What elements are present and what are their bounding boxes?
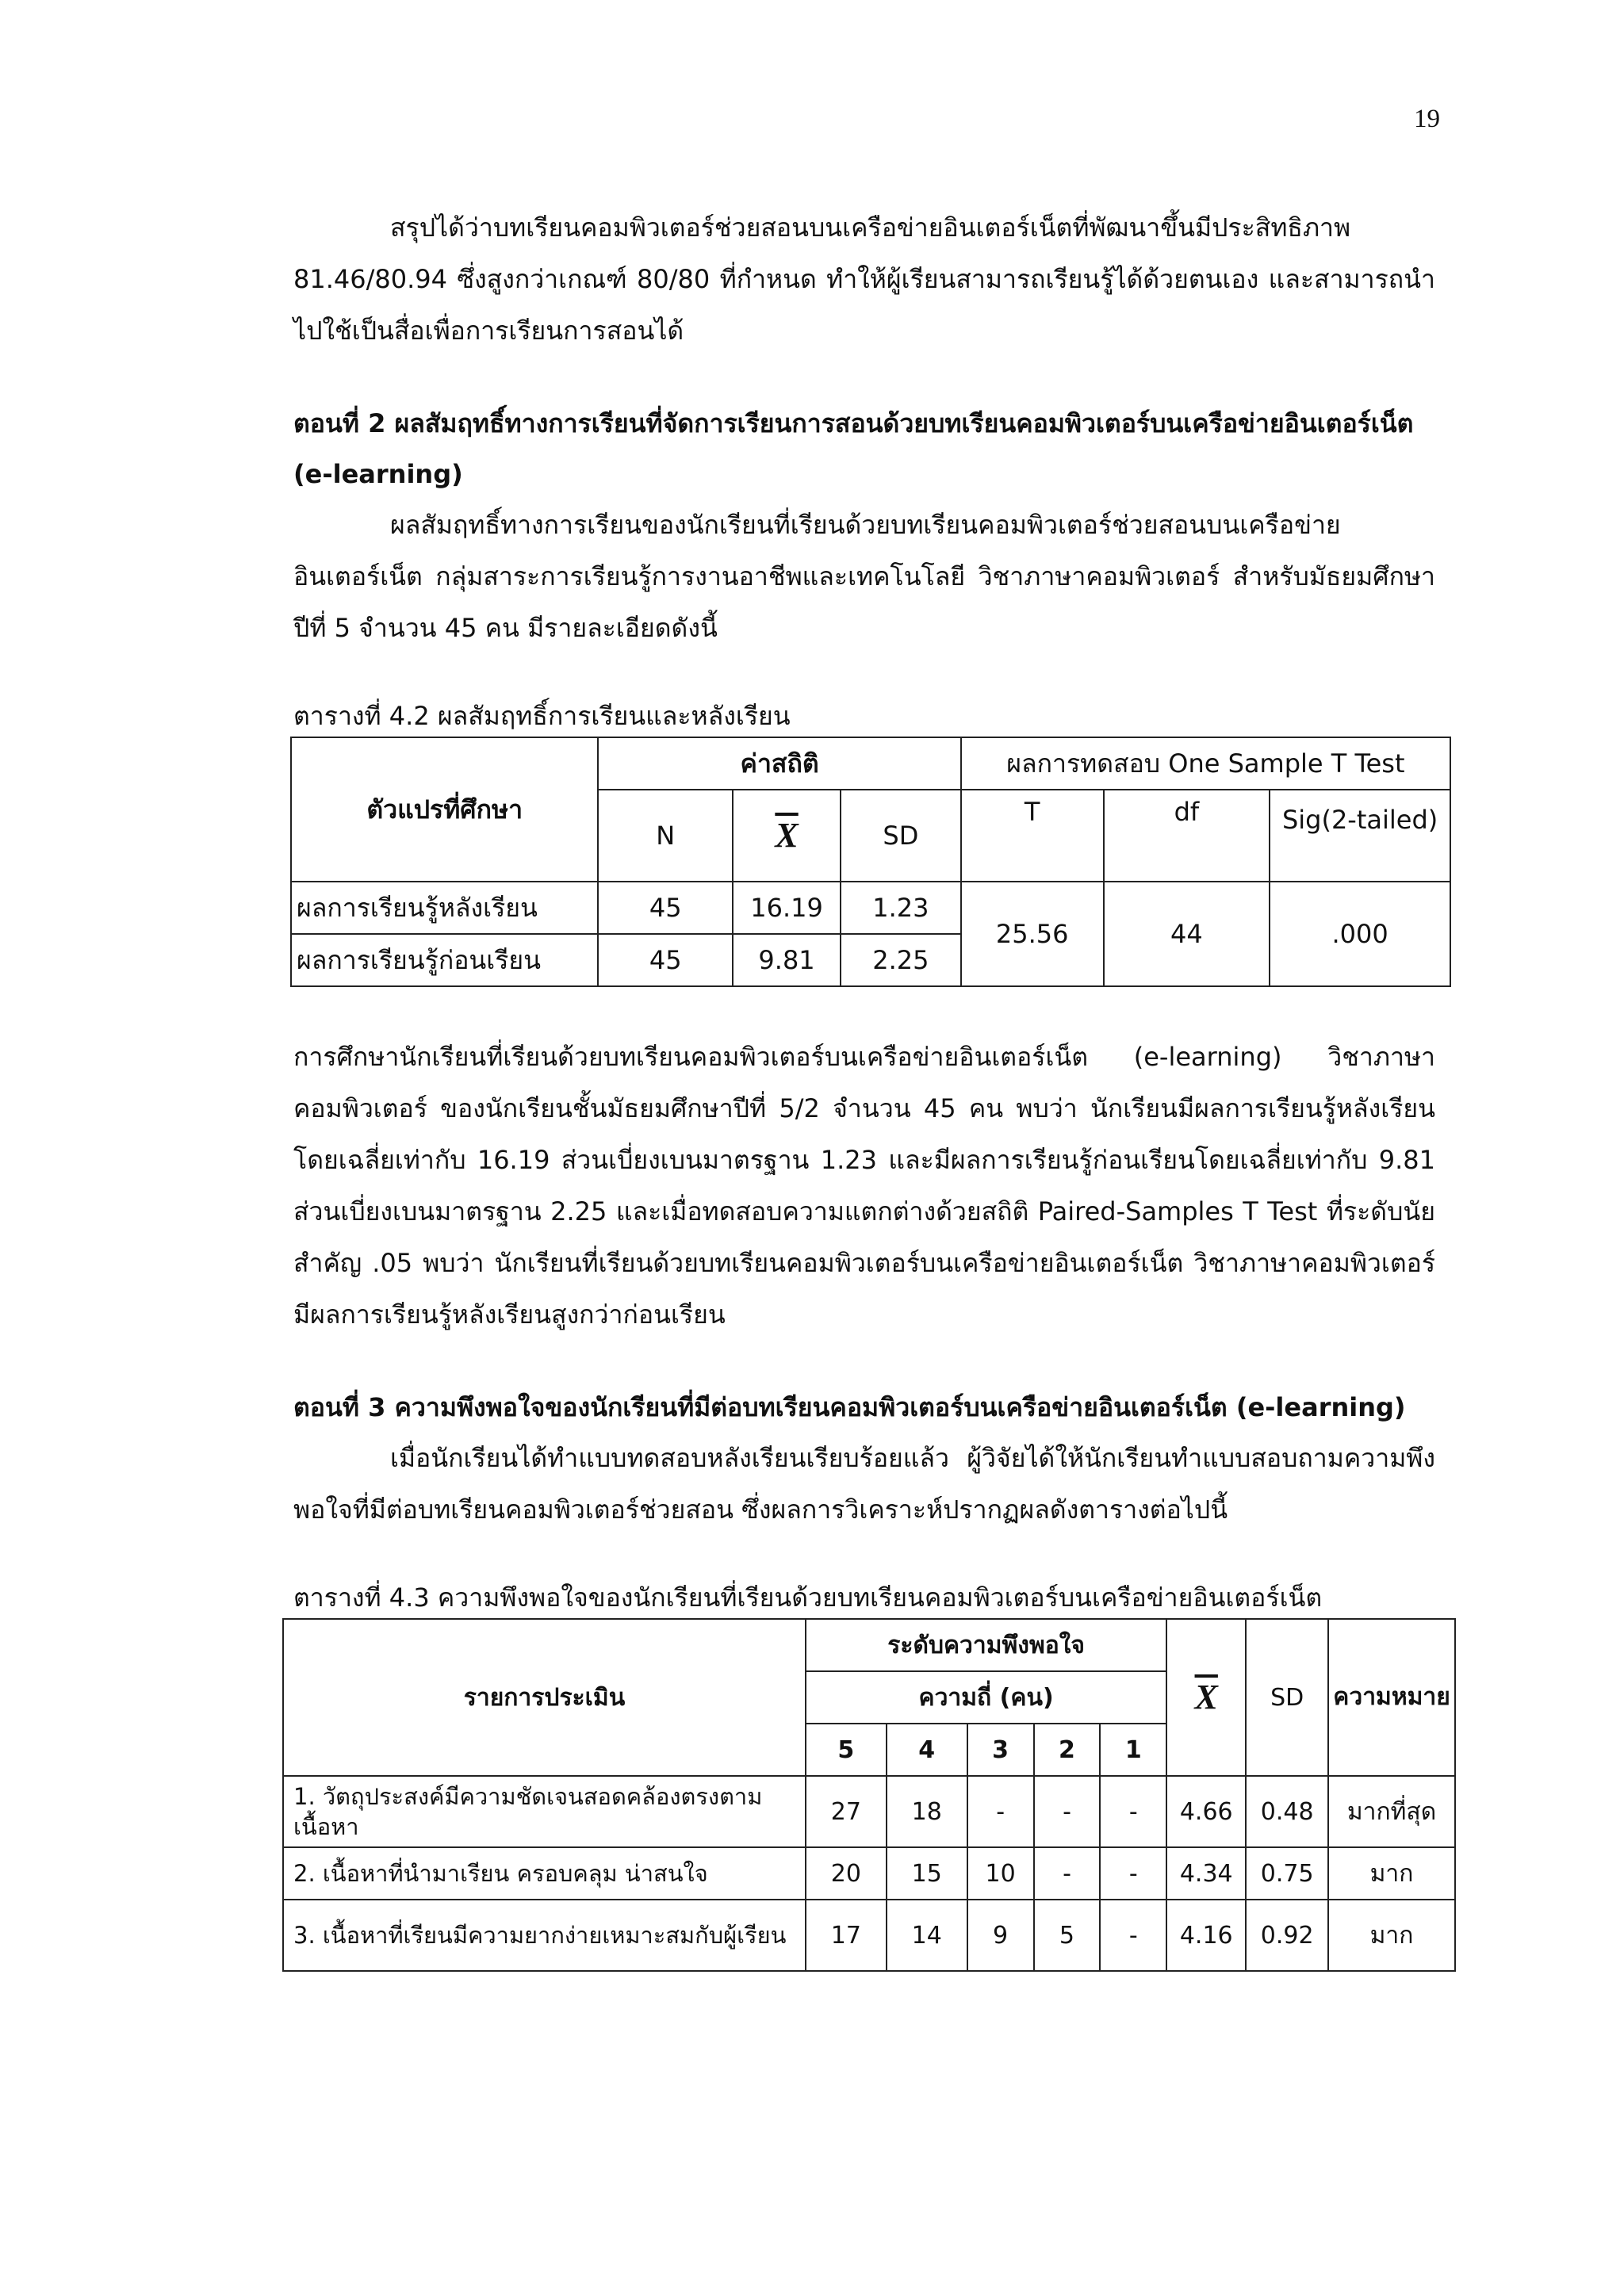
header-level: ระดับความพึงพอใจ	[806, 1619, 1166, 1671]
cell-sig: .000	[1270, 882, 1450, 986]
section-heading-part-3: ตอนที่ 3 ความพึงพอใจของนักเรียนที่มีต่อบทเรียนคอมพิวเตอร์บนเครือข่ายอินเตอร์เน็ต (e-learning)	[293, 1392, 1406, 1422]
header-item: รายการประเมิน	[283, 1619, 806, 1776]
freq-5: 17	[806, 1900, 887, 1971]
table-caption: ตารางที่ 4.3 ความพึงพอใจของนักเรียนที่เรียนด้วยบทเรียนคอมพิวเตอร์บนเครือข่ายอินเตอร์เน็ต	[293, 1582, 1323, 1613]
col-df: df	[1104, 790, 1270, 882]
analysis-paragraph: การศึกษานักเรียนที่เรียนด้วยบทเรียนคอมพิวเตอร์บนเครือข่ายอินเตอร์เน็ต (e-learning) วิชาภาษาคอมพิวเตอร์ ของนักเรียนชั้นมัธยมศึกษาปีที่ 5/2 จำนวน 45 คน พบว่า นักเรียนมีผลการเรียนรู้หลังเรียนโดยเฉลี่ยเท่ากับ 16.19 ส่วนเบี่ยงเบนมาตรฐาน 1.23 และมีผลการเรียนรู้ก่อนเรียนโดยเฉลี่ยเท่ากับ 9.81 ส่วนเบี่ยงเบนมาตรฐาน 2.25 และเมื่อทดสอบความแตกต่างด้วยสถิติ Paired-Samples T Test ที่ระดับนัยสำคัญ .05 พบว่า นักเรียนที่เรียนด้วยบทเรียนคอมพิวเตอร์บนเครือข่ายอินเตอร์เน็ต วิชาภาษาคอมพิวเตอร์ มีผลการเรียนรู้หลังเรียนสูงกว่าก่อนเรียน	[293, 1042, 1435, 1330]
row-label: ผลการเรียนรู้ก่อนเรียน	[291, 934, 598, 986]
cell-mean: 4.66	[1166, 1776, 1246, 1847]
freq-4: 18	[887, 1776, 967, 1847]
table-row	[283, 1847, 1455, 1900]
freq-2: -	[1034, 1776, 1101, 1847]
level-5: 5	[806, 1724, 887, 1776]
cell-mean: 9.81	[733, 934, 841, 986]
freq-3: -	[967, 1776, 1034, 1847]
summary-paragraph: สรุปได้ว่าบทเรียนคอมพิวเตอร์ช่วยสอนบนเครือข่ายอินเตอร์เน็ตที่พัฒนาขึ้นมีประสิทธิภาพ 81.46/80.94 ซึ่งสูงกว่าเกณฑ์ 80/80 ที่กำหนด ทำให้ผู้เรียนสามารถเรียนรู้ได้ด้วยตนเอง และสามารถนำไปใช้เป็นสื่อเพื่อการเรียนการสอนได้	[293, 212, 1435, 346]
cell-mean: 4.16	[1166, 1900, 1246, 1971]
level-2: 2	[1034, 1724, 1101, 1776]
freq-4: 15	[887, 1847, 967, 1900]
header-sd: SD	[1246, 1619, 1328, 1776]
cell-sd: 1.23	[841, 882, 961, 934]
header-variable: ตัวแปรที่ศึกษา	[291, 737, 598, 882]
satisfaction-table	[282, 1618, 1456, 1972]
table-4-3-block	[293, 1577, 1450, 1972]
freq-3: 9	[967, 1900, 1034, 1971]
col-mean	[733, 790, 841, 882]
cell-meaning: มาก	[1328, 1900, 1455, 1971]
row-item: 3. เนื้อหาที่เรียนมีความยากง่ายเหมาะสมกับผู้เรียน	[283, 1900, 806, 1971]
freq-1: -	[1100, 1847, 1166, 1900]
table-caption: ตารางที่ 4.2 ผลสัมฤทธิ์การเรียนและหลังเรียน	[293, 701, 791, 731]
row-label: ผลการเรียนรู้หลังเรียน	[291, 882, 598, 934]
cell-meaning: มาก	[1328, 1847, 1455, 1900]
level-4: 4	[887, 1724, 967, 1776]
achievement-table	[290, 737, 1451, 987]
cell-mean: 16.19	[733, 882, 841, 934]
cell-meaning: มากที่สุด	[1328, 1776, 1455, 1847]
col-t: T	[961, 790, 1104, 882]
header-frequency: ความถี่ (คน)	[806, 1671, 1166, 1724]
freq-2: 5	[1034, 1900, 1101, 1971]
row-item: 2. เนื้อหาที่นำมาเรียน ครอบคลุม น่าสนใจ	[283, 1847, 806, 1900]
cell-mean: 4.34	[1166, 1847, 1246, 1900]
cell-sd: 0.48	[1246, 1776, 1328, 1847]
table-row	[283, 1776, 1455, 1847]
col-n: N	[598, 790, 733, 882]
page-number: 19	[1414, 105, 1440, 133]
part-2-paragraph: ผลสัมฤทธิ์ทางการเรียนของนักเรียนที่เรียนด้วยบทเรียนคอมพิวเตอร์ช่วยสอนบนเครือข่ายอินเตอร์เน็ต กลุ่มสาระการเรียนรู้การงานอาชีพและเทคโนโลยี วิชาภาษาคอมพิวเตอร์ สำหรับมัธยมศึกษาปีที่ 5 จำนวน 45 คน มีรายละเอียดดังนี้	[293, 510, 1435, 643]
page-content	[293, 202, 1450, 1972]
col-sig: Sig(2-tailed)	[1270, 790, 1450, 882]
table-4-2-block	[293, 695, 1438, 987]
level-1: 1	[1100, 1724, 1166, 1776]
header-meaning: ความหมาย	[1328, 1619, 1455, 1776]
table-row	[283, 1900, 1455, 1971]
part-3-paragraph: เมื่อนักเรียนได้ทำแบบทดสอบหลังเรียนเรียบร้อยแล้ว ผู้วิจัยได้ให้นักเรียนทำแบบสอบถามความพึงพอใจที่มีต่อบทเรียนคอมพิวเตอร์ช่วยสอน ซึ่งผลการวิเคราะห์ปรากฏผลดังตารางต่อไปนี้	[293, 1443, 1435, 1525]
x-bar-symbol: $\overline{X}$	[775, 816, 799, 855]
freq-5: 27	[806, 1776, 887, 1847]
row-item: 1. วัตถุประสงค์มีความชัดเจนสอดคล้องตรงตามเนื้อหา	[283, 1776, 806, 1847]
col-sd: SD	[841, 790, 961, 882]
cell-n: 45	[598, 934, 733, 986]
level-3: 3	[967, 1724, 1034, 1776]
cell-sd: 0.75	[1246, 1847, 1328, 1900]
cell-sd: 2.25	[841, 934, 961, 986]
freq-4: 14	[887, 1900, 967, 1971]
cell-sd: 0.92	[1246, 1900, 1328, 1971]
cell-n: 45	[598, 882, 733, 934]
cell-df: 44	[1104, 882, 1270, 986]
header-test: ผลการทดสอบ One Sample T Test	[961, 737, 1450, 790]
header-stats: ค่าสถิติ	[598, 737, 960, 790]
freq-5: 20	[806, 1847, 887, 1900]
header-mean	[1166, 1619, 1246, 1776]
x-bar-symbol: $\overline{X}$	[1194, 1678, 1218, 1716]
freq-3: 10	[967, 1847, 1034, 1900]
freq-2: -	[1034, 1847, 1101, 1900]
cell-t: 25.56	[961, 882, 1104, 986]
freq-1: -	[1100, 1900, 1166, 1971]
section-heading-part-2: ตอนที่ 2 ผลสัมฤทธิ์ทางการเรียนที่จัดการเรียนการสอนด้วยบทเรียนคอมพิวเตอร์บนเครือข่ายอินเตอร์เน็ต (e-learning)	[293, 408, 1414, 489]
freq-1: -	[1100, 1776, 1166, 1847]
table-row	[291, 882, 1450, 934]
